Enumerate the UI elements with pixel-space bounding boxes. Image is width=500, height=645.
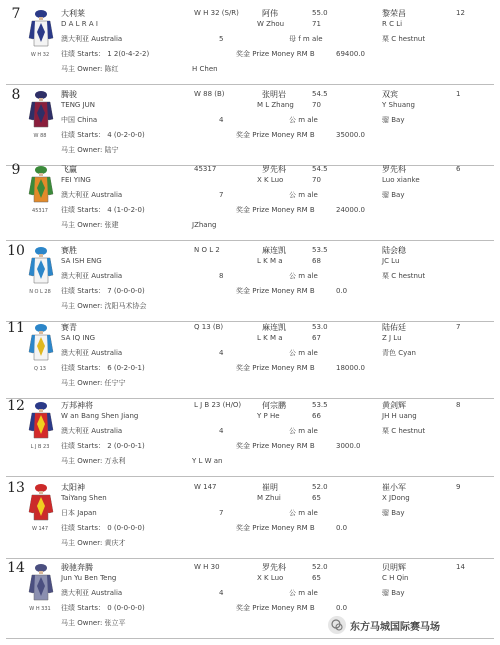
- field-f1: W 88 (B): [194, 90, 225, 98]
- field-owner: 马主 Owner: 张建: [61, 221, 119, 229]
- horse-entry: [6, 398, 494, 474]
- field-f10: JC Lu: [382, 257, 400, 265]
- field-f2: 4: [219, 589, 224, 597]
- field-f6: 52.0: [312, 483, 328, 491]
- field-f8: 公 m ale: [289, 589, 318, 597]
- horse-entry: [6, 87, 494, 163]
- field-f4: 何宗鹏: [262, 401, 286, 410]
- field-f4: 张明岩: [262, 90, 286, 99]
- field-owner: 马主 Owner: 任宁宁: [61, 379, 126, 387]
- field-f5: M L Zhang: [257, 101, 294, 109]
- field-f4: 崔明: [262, 483, 278, 492]
- field-f8: 公 m ale: [289, 116, 318, 124]
- field-f7: 68: [312, 257, 321, 265]
- field-name-cn: 太阳神: [61, 483, 85, 492]
- field-f7: 66: [312, 412, 321, 420]
- field-owner: 马主 Owner: 陆宁: [61, 146, 119, 154]
- field-f9: 贝明辉: [382, 563, 406, 572]
- field-f3: H Chen: [192, 65, 218, 73]
- jockey-silks-icon: [28, 164, 54, 204]
- horse-number: 10: [7, 243, 25, 259]
- field-name-cn: 腾骏: [61, 90, 77, 99]
- field-f7: 71: [312, 20, 321, 28]
- field-f2: 4: [219, 427, 224, 435]
- field-f9: 陆会稳: [382, 246, 406, 255]
- field-origin: 澳大利亚 Australia: [61, 349, 123, 357]
- field-f5: W Zhou: [257, 20, 285, 28]
- field-f4: 阿伟: [262, 9, 278, 18]
- field-f2: 7: [219, 509, 224, 517]
- horse-number: 8: [11, 87, 21, 103]
- field-f13: 69400.0: [336, 50, 365, 58]
- field-f11: 栗 C hestnut: [382, 427, 426, 435]
- field-f14: 7: [456, 323, 461, 331]
- field-f10: Luo xianke: [382, 176, 420, 184]
- field-f11: 栗 C hestnut: [382, 272, 426, 280]
- watermark-text: 东方马城国际赛马场: [350, 621, 440, 633]
- horse-entry: [6, 243, 494, 319]
- field-f12: 奖金 Prize Money RM B: [236, 287, 315, 295]
- horse-entry: [6, 480, 494, 556]
- horse-number: 7: [11, 6, 21, 22]
- field-origin: 澳大利亚 Australia: [61, 272, 123, 280]
- jockey-silks-icon: [28, 482, 54, 522]
- horse-number: 14: [7, 560, 25, 576]
- field-f13: 0.0: [336, 287, 348, 295]
- field-record: 往绩 Starts： 6 (0-2-0-1): [61, 364, 145, 372]
- field-f4: 麻连凯: [262, 246, 286, 255]
- field-owner: 马主 Owner: 黄庆才: [61, 539, 126, 547]
- field-f5: L K M a: [257, 257, 283, 265]
- field-f12: 奖金 Prize Money RM B: [236, 206, 315, 214]
- field-f13: 35000.0: [336, 131, 365, 139]
- field-f8: 公 m ale: [289, 349, 318, 357]
- horse-entry: [6, 162, 494, 238]
- field-f10: Z J Lu: [382, 334, 402, 342]
- horse-number: 9: [11, 162, 21, 178]
- row-divider: [6, 638, 494, 639]
- field-f10: R C Li: [382, 20, 403, 28]
- field-f1: W H 30: [194, 563, 220, 571]
- field-f9: 罗先科: [382, 165, 406, 174]
- field-origin: 澳大利亚 Australia: [61, 35, 123, 43]
- field-f14: 14: [456, 563, 465, 571]
- horse-number: 12: [7, 398, 25, 414]
- field-f14: 12: [456, 9, 465, 17]
- row-divider: [6, 558, 494, 559]
- field-name-cn: 大利莱: [61, 9, 85, 18]
- field-f12: 奖金 Prize Money RM B: [236, 442, 315, 450]
- field-f1: W 147: [194, 483, 217, 491]
- field-f9: 崔小军: [382, 483, 406, 492]
- horse-entry: [6, 320, 494, 396]
- jockey-silks-icon: [28, 8, 54, 48]
- field-f9: 双宾: [382, 90, 398, 99]
- field-f4: 罗先科: [262, 165, 286, 174]
- field-f6: 53.5: [312, 246, 328, 254]
- field-f13: 24000.0: [336, 206, 365, 214]
- field-f13: 0.0: [336, 604, 348, 612]
- horse-number: 13: [7, 480, 25, 496]
- field-f13: 0.0: [336, 524, 348, 532]
- horse-brand-code: W H 331: [29, 606, 51, 612]
- field-f5: M Zhui: [257, 494, 281, 502]
- field-f8: 公 m ale: [289, 509, 318, 517]
- field-f2: 4: [219, 116, 224, 124]
- field-name-en: TENG JUN: [61, 101, 96, 109]
- field-record: 往绩 Starts： 2 (0-0-0-1): [61, 442, 145, 450]
- field-f8: 公 m ale: [289, 191, 318, 199]
- field-f9: 黄剑辉: [382, 401, 406, 410]
- field-f5: X K Luo: [257, 176, 284, 184]
- field-origin: 澳大利亚 Australia: [61, 427, 123, 435]
- row-divider: [6, 240, 494, 241]
- field-name-en: SA IQ ING: [61, 334, 96, 342]
- field-name-en: TaiYang Shen: [61, 494, 107, 502]
- field-f14: 6: [456, 165, 461, 173]
- field-f7: 65: [312, 494, 321, 502]
- field-record: 往绩 Starts： 1 2(0-4-2-2): [61, 50, 150, 58]
- field-f14: 9: [456, 483, 461, 491]
- field-f12: 奖金 Prize Money RM B: [236, 364, 315, 372]
- field-f8: 母 f m ale: [289, 35, 323, 43]
- field-name-en: W an Bang Shen Jiang: [61, 412, 139, 420]
- field-record: 往绩 Starts： 0 (0-0-0-0): [61, 524, 145, 532]
- field-f6: 54.5: [312, 90, 328, 98]
- field-f11: 栗 C hestnut: [382, 35, 426, 43]
- field-owner: 马主 Owner: 万永利: [61, 457, 126, 465]
- field-f6: 54.5: [312, 165, 328, 173]
- horse-brand-code: W 147: [31, 526, 49, 532]
- field-f2: 7: [219, 191, 224, 199]
- field-f1: L J B 23 (H/O): [194, 401, 242, 409]
- field-record: 往绩 Starts： 4 (1-0-2-0): [61, 206, 145, 214]
- field-f5: L K M a: [257, 334, 283, 342]
- field-f8: 公 m ale: [289, 427, 318, 435]
- field-f14: 8: [456, 401, 461, 409]
- field-f11: 青色 Cyan: [382, 349, 416, 357]
- field-f12: 奖金 Prize Money RM B: [236, 604, 315, 612]
- row-divider: [6, 84, 494, 85]
- field-f12: 奖金 Prize Money RM B: [236, 131, 315, 139]
- horse-entry: [6, 6, 494, 82]
- field-f7: 67: [312, 334, 321, 342]
- field-f12: 奖金 Prize Money RM B: [236, 524, 315, 532]
- horse-brand-code: N O L 28: [29, 289, 51, 295]
- field-f13: 3000.0: [336, 442, 361, 450]
- jockey-silks-icon: [28, 400, 54, 440]
- field-f7: 70: [312, 101, 321, 109]
- field-name-cn: 万邦神将: [61, 401, 93, 410]
- field-f6: 55.0: [312, 9, 328, 17]
- field-f6: 53.5: [312, 401, 328, 409]
- jockey-silks-icon: [28, 89, 54, 129]
- field-f11: 骝 Bay: [382, 116, 405, 124]
- horse-brand-code: L J B 23: [30, 444, 50, 450]
- field-f4: 麻连凯: [262, 323, 286, 332]
- field-f8: 公 m ale: [289, 272, 318, 280]
- horse-number: 11: [7, 320, 25, 336]
- field-origin: 日本 Japan: [61, 509, 97, 517]
- horse-brand-code: W 88: [33, 133, 47, 139]
- field-name-cn: 赛胜: [61, 246, 77, 255]
- horse-brand-code: Q 13: [34, 366, 46, 372]
- field-owner: 马主 Owner: 张立平: [61, 619, 126, 627]
- jockey-silks-icon: [28, 322, 54, 362]
- field-record: 往绩 Starts： 7 (0-0-0-0): [61, 287, 145, 295]
- row-divider: [6, 476, 494, 477]
- horse-brand-code: 45317: [32, 208, 48, 214]
- field-f10: Y Shuang: [382, 101, 415, 109]
- horse-brand-code: W H 32: [30, 52, 50, 58]
- jockey-silks-icon: [28, 245, 54, 285]
- field-f7: 65: [312, 574, 321, 582]
- field-f9: 黎荣昌: [382, 9, 406, 18]
- field-name-cn: 飞赢: [61, 165, 77, 174]
- jockey-silks-icon: [28, 562, 54, 602]
- field-record: 往绩 Starts： 0 (0-0-0-0): [61, 604, 145, 612]
- field-f2: 8: [219, 272, 224, 280]
- field-origin: 澳大利亚 Australia: [61, 191, 123, 199]
- field-f1: 45317: [194, 165, 217, 173]
- field-f1: W H 32 (S/R): [194, 9, 239, 17]
- field-f11: 骝 Bay: [382, 191, 405, 199]
- field-f2: 4: [219, 349, 224, 357]
- field-f7: 70: [312, 176, 321, 184]
- field-origin: 中国 China: [61, 116, 98, 124]
- field-f3: Y L W an: [192, 457, 223, 465]
- field-f10: JH H uang: [382, 412, 417, 420]
- field-name-en: D A L R A I: [61, 20, 98, 28]
- field-f4: 罗先科: [262, 563, 286, 572]
- field-f13: 18000.0: [336, 364, 365, 372]
- field-f3: JZhang: [192, 221, 217, 229]
- field-f9: 陆佑廷: [382, 323, 406, 332]
- field-f6: 52.0: [312, 563, 328, 571]
- field-owner: 马主 Owner: 沈阳马术协会: [61, 302, 147, 310]
- chat-bubble-icon: [328, 616, 346, 634]
- field-owner: 马主 Owner: 陈红: [61, 65, 119, 73]
- field-f12: 奖金 Prize Money RM B: [236, 50, 315, 58]
- field-f11: 骝 Bay: [382, 509, 405, 517]
- field-name-en: Jun Yu Ben Teng: [61, 574, 117, 582]
- field-name-cn: 赛青: [61, 323, 77, 332]
- field-f14: 1: [456, 90, 461, 98]
- field-f10: C H Qin: [382, 574, 409, 582]
- field-f6: 53.0: [312, 323, 328, 331]
- field-f5: X K Luo: [257, 574, 284, 582]
- field-record: 往绩 Starts： 4 (0-2-0-0): [61, 131, 145, 139]
- field-f11: 骝 Bay: [382, 589, 405, 597]
- field-f10: X JDong: [382, 494, 410, 502]
- field-f5: Y P He: [257, 412, 280, 420]
- field-f2: 5: [219, 35, 224, 43]
- field-f1: N O L 2: [194, 246, 220, 254]
- field-name-en: FEI YING: [61, 176, 91, 184]
- field-origin: 澳大利亚 Australia: [61, 589, 123, 597]
- field-f1: Q 13 (B): [194, 323, 224, 331]
- field-name-cn: 骏驰奔腾: [61, 563, 93, 572]
- watermark: [328, 612, 440, 638]
- field-name-en: SA ISH ENG: [61, 257, 102, 265]
